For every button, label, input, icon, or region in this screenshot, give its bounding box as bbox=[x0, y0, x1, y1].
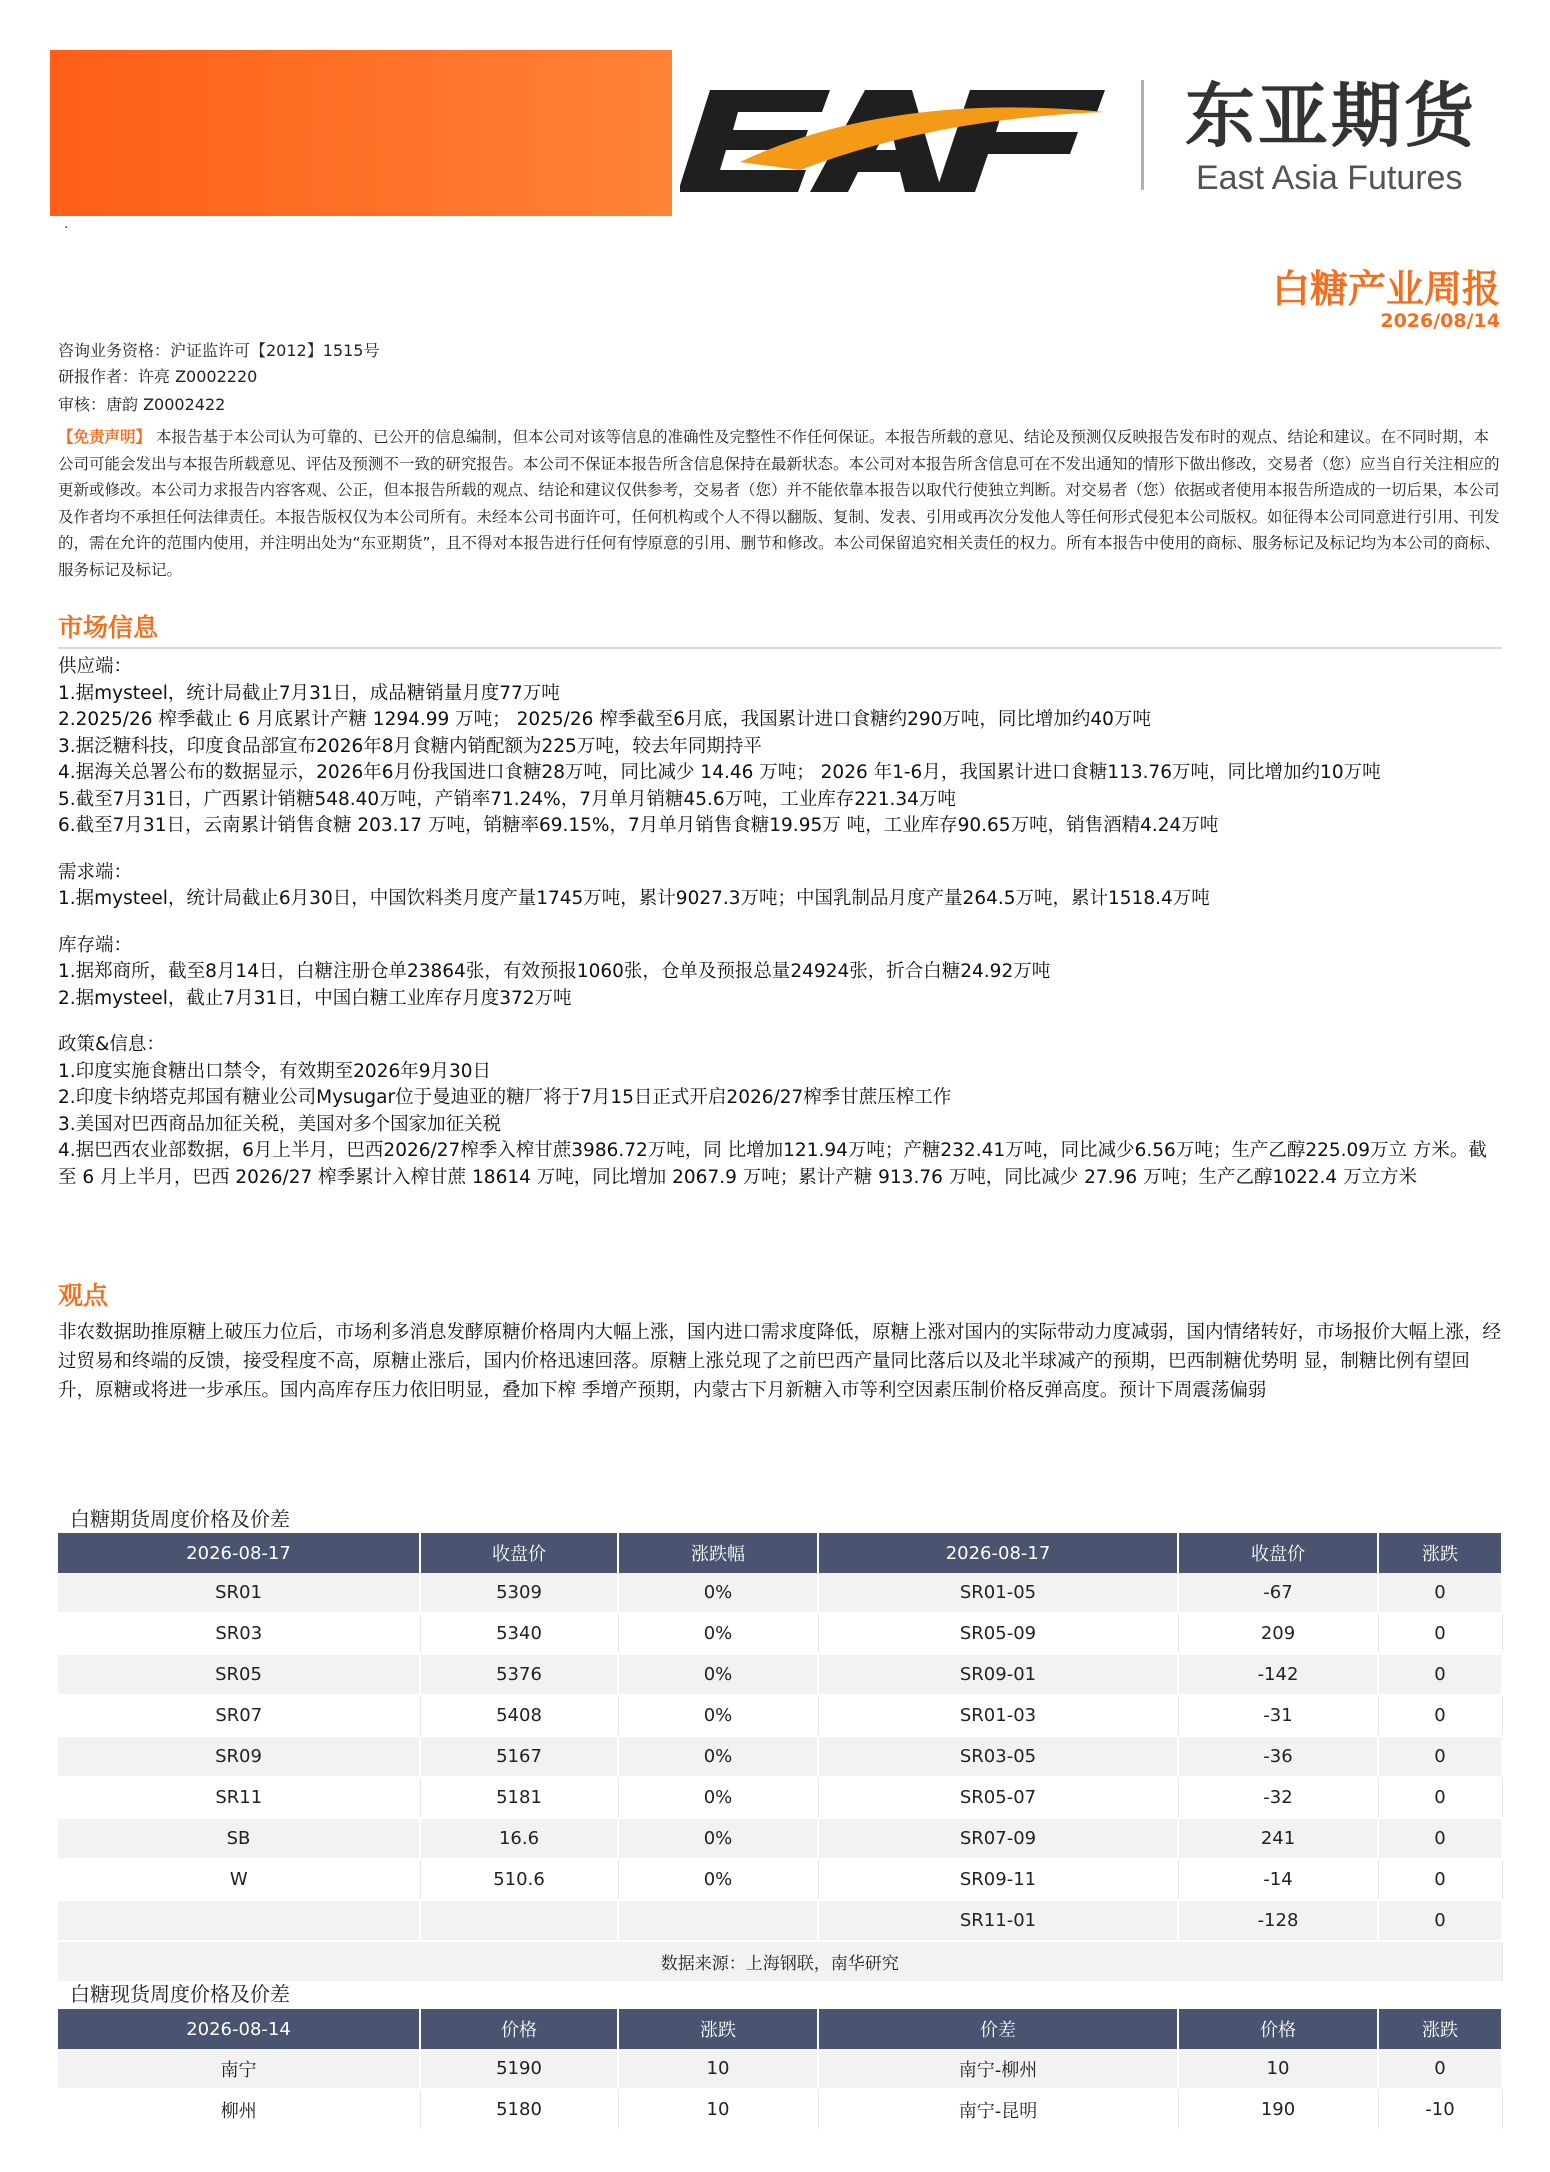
supply-item: 4.据海关总署公布的数据显示，2026年6月份我国进口食糖28万吨，同比减少 14.46 万吨； 2026 年1-6月，我国累计进口食糖113.76万吨，同比增加约10万吨 bbox=[58, 762, 1381, 783]
table-cell: 南宁 bbox=[58, 2049, 420, 2089]
table-cell: SR01 bbox=[58, 1573, 420, 1613]
column-header: 涨跌 bbox=[1378, 2009, 1502, 2049]
supply-item: 3.据泛糖科技，印度食品部宣布2026年8月食糖内销配额为225万吨，较去年同期持平 bbox=[58, 735, 762, 757]
company-logo bbox=[680, 70, 1510, 200]
table-cell: SR09 bbox=[58, 1736, 420, 1777]
inventory-block bbox=[58, 933, 1502, 1013]
table-row bbox=[58, 1900, 1502, 1941]
policy-item: 1.印度实施食糖出口禁令，有效期至2026年9月30日 bbox=[58, 1060, 492, 1082]
demand-heading: 需求端： bbox=[58, 861, 133, 883]
table-cell: SB bbox=[58, 1818, 420, 1859]
opinion-text: 非农数据助推原糖上破压力位后，市场利多消息发酵原糖价格周内大幅上涨，国内进口需求度降低，原糖上涨对国内的实际带动力度减弱，国内情绪转好，市场报价大幅上涨，经过贸易和终端的反馈，接受程度不高，原糖止涨后，国内价格迅速回落。原糖上涨兑现了之前巴西产量同比落后以及北半球减产的预期，巴西制糖优势明 显，制糖比例有望回升，原糖或将进一步承压。国内高库存压力依旧明显，叠加下榨 季增产预期，内蒙古下月新糖入市等利空因素压制价格反弹高度。预计下周震荡偏弱 bbox=[58, 1322, 1502, 1401]
policy-block bbox=[58, 1032, 1502, 1191]
table-cell: 0% bbox=[618, 1695, 818, 1736]
opinion-section-title: 观点 bbox=[58, 1281, 109, 1310]
table-cell: 0 bbox=[1378, 1654, 1502, 1695]
company-name-en: East Asia Futures bbox=[1196, 159, 1463, 197]
table-cell: SR09-11 bbox=[818, 1859, 1178, 1900]
table-cell: -32 bbox=[1178, 1777, 1378, 1818]
table-header-row bbox=[58, 2009, 1502, 2049]
disclaimer-tag: 【免责声明】 bbox=[58, 428, 152, 446]
table-cell: 510.6 bbox=[420, 1859, 618, 1900]
table-cell: 0 bbox=[1378, 1736, 1502, 1777]
table-row bbox=[58, 1654, 1502, 1695]
futures-price-table bbox=[58, 1533, 1503, 1983]
table-cell: 10 bbox=[618, 2089, 818, 2130]
supply-item: 2.2025/26 榨季截止 6 月底累计产糖 1294.99 万吨； 2025/26 榨季截至6月底，我国累计进口食糖约290万吨，同比增加约40万吨 bbox=[58, 709, 1151, 730]
table-cell: 5408 bbox=[420, 1695, 618, 1736]
table-cell: 柳州 bbox=[58, 2089, 420, 2130]
column-header: 涨跌 bbox=[618, 2009, 818, 2049]
table-cell: W bbox=[58, 1859, 420, 1900]
table-cell: 10 bbox=[1178, 2049, 1378, 2089]
reviewer-info: 审核：唐韵 Z0002422 bbox=[58, 395, 226, 414]
table-cell: SR03-05 bbox=[818, 1736, 1178, 1777]
table-cell: 5167 bbox=[420, 1736, 618, 1777]
table-cell: SR07-09 bbox=[818, 1818, 1178, 1859]
table-cell: 5376 bbox=[420, 1654, 618, 1695]
table-cell: SR11-01 bbox=[818, 1900, 1178, 1941]
report-title: 白糖产业周报 bbox=[1271, 267, 1500, 311]
table-cell: -67 bbox=[1178, 1573, 1378, 1613]
table-row bbox=[58, 1573, 1502, 1613]
market-section-title: 市场信息 bbox=[58, 613, 159, 642]
table-cell: 0 bbox=[1378, 1859, 1502, 1900]
supply-item: 5.截至7月31日，广西累计销糖548.40万吨，产销率71.24%，7月单月销糖45.6万吨，工业库存221.34万吨 bbox=[58, 788, 956, 810]
policy-heading: 政策&信息： bbox=[58, 1034, 165, 1055]
policy-item: 4.据巴西农业部数据，6月上半月，巴西2026/27榨季入榨甘蔗3986.72万吨，同 比增加121.94万吨；产糖232.41万吨，同比减少6.56万吨；生产乙醇225.09万立 方米。截至 6 月上半月，巴西 2026/27 榨季累计入榨甘蔗 18614 万吨，同比增加 2067.9 万吨；累计产糖 913.76 万吨，同比减少 27.96 万吨；生产乙醇1022.4 万立方米 bbox=[58, 1140, 1487, 1188]
table-cell: 0 bbox=[1378, 1777, 1502, 1818]
table-cell: 5190 bbox=[420, 2049, 618, 2089]
table-row bbox=[58, 2089, 1502, 2130]
column-header: 收盘价 bbox=[420, 1533, 618, 1573]
table-cell: SR07 bbox=[58, 1695, 420, 1736]
table-row bbox=[58, 1613, 1502, 1654]
table-cell: -128 bbox=[1178, 1900, 1378, 1941]
table-cell: 0 bbox=[1378, 1613, 1502, 1654]
report-date: 2026/08/14 bbox=[1380, 310, 1500, 332]
table-cell: 0% bbox=[618, 1736, 818, 1777]
table-cell: 16.6 bbox=[420, 1818, 618, 1859]
header-orange-band bbox=[50, 50, 672, 216]
table-cell: 0 bbox=[1378, 2049, 1502, 2089]
supply-heading: 供应端： bbox=[58, 656, 133, 677]
table-row bbox=[58, 1818, 1502, 1859]
table-cell: 0% bbox=[618, 1859, 818, 1900]
column-header: 2026-08-17 bbox=[818, 1533, 1178, 1573]
header-dot: · bbox=[64, 220, 69, 236]
table-cell bbox=[420, 1900, 618, 1941]
column-header: 涨跌幅 bbox=[618, 1533, 818, 1573]
section-divider bbox=[58, 647, 1502, 649]
column-header: 2026-08-14 bbox=[58, 2009, 420, 2049]
license-info: 咨询业务资格：沪证监许可【2012】1515号 bbox=[58, 341, 380, 360]
supply-item: 6.截至7月31日，云南累计销售食糖 203.17 万吨，销糖率69.15%，7月单月销售食糖19.95万 吨，工业库存90.65万吨，销售酒精4.24万吨 bbox=[58, 815, 1219, 836]
table-cell: 0 bbox=[1378, 1818, 1502, 1859]
table-cell: -10 bbox=[1378, 2089, 1502, 2130]
table-cell: -142 bbox=[1178, 1654, 1378, 1695]
table-cell: SR05-07 bbox=[818, 1777, 1178, 1818]
table-cell: 5180 bbox=[420, 2089, 618, 2130]
policy-item: 2.印度卡纳塔克邦国有糖业公司Mysugar位于曼迪亚的糖厂将于7月15日正式开启2026/27榨季甘蔗压榨工作 bbox=[58, 1087, 952, 1108]
table-cell: 5309 bbox=[420, 1573, 618, 1613]
table-row bbox=[58, 1859, 1502, 1900]
supply-item: 1.据mysteel，统计局截止7月31日，成品糖销量月度77万吨 bbox=[58, 682, 560, 704]
disclaimer-text: 本报告基于本公司认为可靠的、已公开的信息编制，但本公司对该等信息的准确性及完整性不作任何保证。本报告所载的意见、结论及预测仅反映报告发布时的观点、结论和建议。在不同时期，本公司可能会发出与本报告所载意见、评估及预测不一致的研究报告。本公司不保证本报告所含信息保持在最新状态。本公司对本报告所含信息可在不发出通知的情形下做出修改，交易者（您）应当自行关注相应的更新或修改。本公司力求报告内容客观、公正，但本报告所载的观点、结论和建议仅供参考，交易者（您）并不能依靠本报告以取代行使独立判断。对交易者（您）依据或者使用本报告所造成的一切后果，本公司及作者均不承担任何法律责任。本报告版权仅为本公司所有。未经本公司书面许可，任何机构或个人不得以翻版、复制、发表、引用或再次分发他人等任何形式侵犯本公司版权。如征得本公司同意进行引用、刊发的，需在允许的范围内使用，并注明出处为“东亚期货”，且不得对本报告进行任何有悖原意的引用、删节和修改。本公司保留追究相关责任的权力。所有本报告中使用的商标、服务标记及标记均为本公司的商标、服务标记及标记。 bbox=[58, 428, 1501, 579]
data-source-note: 数据来源：上海钢联，南华研究 bbox=[58, 1941, 1502, 1982]
table-cell: SR09-01 bbox=[818, 1654, 1178, 1695]
table-header-row bbox=[58, 1533, 1502, 1573]
table-cell: 0 bbox=[1378, 1695, 1502, 1736]
policy-item: 3.美国对巴西商品加征关税，美国对多个国家加征关税 bbox=[58, 1113, 502, 1135]
table-row bbox=[58, 1695, 1502, 1736]
source-row bbox=[58, 1941, 1502, 1982]
table-cell: 南宁-昆明 bbox=[818, 2089, 1178, 2130]
table-cell: 10 bbox=[618, 2049, 818, 2089]
spot-price-table bbox=[58, 2009, 1503, 2131]
inventory-item: 1.据郑商所，截至8月14日，白糖注册仓单23864张，有效预报1060张，仓单及预报总量24924张，折合白糖24.92万吨 bbox=[58, 961, 1051, 982]
disclaimer bbox=[58, 424, 1502, 583]
table-cell: -31 bbox=[1178, 1695, 1378, 1736]
logo-divider bbox=[1141, 80, 1144, 190]
table-cell: 5340 bbox=[420, 1613, 618, 1654]
table-cell: SR01-03 bbox=[818, 1695, 1178, 1736]
table-cell: 0% bbox=[618, 1573, 818, 1613]
table-cell: SR05 bbox=[58, 1654, 420, 1695]
table-cell: -14 bbox=[1178, 1859, 1378, 1900]
table-cell bbox=[618, 1900, 818, 1941]
table-row bbox=[58, 1736, 1502, 1777]
inventory-heading: 库存端： bbox=[58, 934, 133, 956]
table-cell: 0% bbox=[618, 1654, 818, 1695]
table-cell: 209 bbox=[1178, 1613, 1378, 1654]
table-cell: 0% bbox=[618, 1818, 818, 1859]
table-cell: 0 bbox=[1378, 1573, 1502, 1613]
market-content bbox=[58, 654, 1502, 1211]
table-cell: 南宁-柳州 bbox=[818, 2049, 1178, 2089]
table-cell: 0% bbox=[618, 1777, 818, 1818]
column-header: 2026-08-17 bbox=[58, 1533, 420, 1573]
eaf-logo-icon bbox=[680, 70, 1110, 200]
table-cell: 5181 bbox=[420, 1777, 618, 1818]
demand-block bbox=[58, 860, 1502, 913]
demand-item: 1.据mysteel，统计局截止6月30日，中国饮料类月度产量1745万吨，累计9027.3万吨；中国乳制品月度产量264.5万吨，累计1518.4万吨 bbox=[58, 888, 1210, 909]
futures-table-caption: 白糖期货周度价格及价差 bbox=[70, 1507, 290, 1531]
column-header: 价差 bbox=[818, 2009, 1178, 2049]
company-name-cn: 东亚期货 bbox=[1185, 75, 1477, 157]
inventory-item: 2.据mysteel，截止7月31日，中国白糖工业库存月度372万吨 bbox=[58, 987, 572, 1009]
table-cell: SR03 bbox=[58, 1613, 420, 1654]
column-header: 涨跌 bbox=[1378, 1533, 1502, 1573]
table-cell: SR05-09 bbox=[818, 1613, 1178, 1654]
spot-table-caption: 白糖现货周度价格及价差 bbox=[70, 1982, 290, 2006]
table-row bbox=[58, 1777, 1502, 1818]
author-info: 研报作者：许亮 Z0002220 bbox=[58, 367, 258, 386]
table-row bbox=[58, 2049, 1502, 2089]
column-header: 价格 bbox=[1178, 2009, 1378, 2049]
table-cell: 0 bbox=[1378, 1900, 1502, 1941]
column-header: 价格 bbox=[420, 2009, 618, 2049]
table-cell: 0% bbox=[618, 1613, 818, 1654]
column-header: 收盘价 bbox=[1178, 1533, 1378, 1573]
table-cell: 241 bbox=[1178, 1818, 1378, 1859]
supply-block bbox=[58, 654, 1502, 840]
table-cell: 190 bbox=[1178, 2089, 1378, 2130]
table-cell bbox=[58, 1900, 420, 1941]
table-cell: SR01-05 bbox=[818, 1573, 1178, 1613]
table-cell: -36 bbox=[1178, 1736, 1378, 1777]
table-cell: SR11 bbox=[58, 1777, 420, 1818]
